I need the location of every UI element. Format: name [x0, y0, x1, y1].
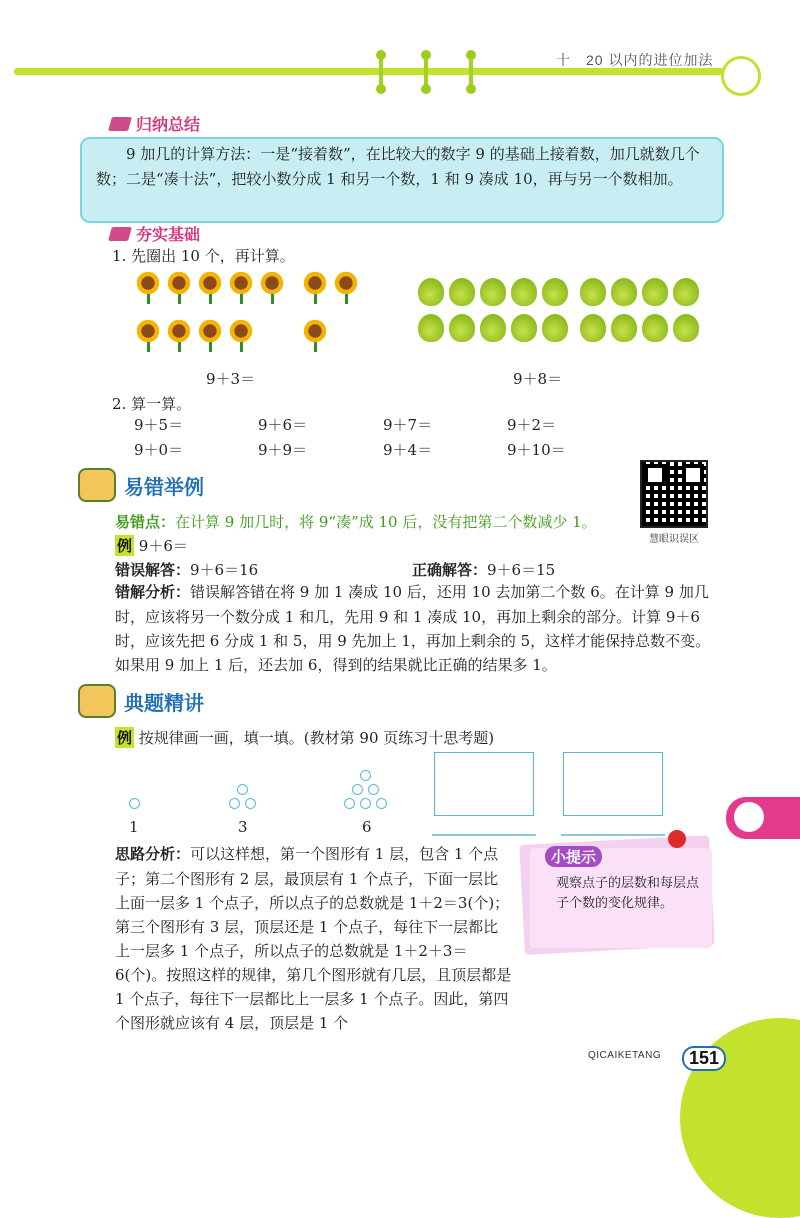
thinking-analysis-top — [115, 842, 513, 1035]
analysis-text: 错误解答错在将 9 加 1 凑成 10 后，还用 10 去加第二个数 6。在计算 9 加几时，应该将另一个数分成 1 和几，先用 9 和 1 凑成 10，再加上剩余的部分。计算 9＋6 时，应该先把 6 分成 1 和 5，用 9 先加上 1，再加上剩余的 5，这样才能保持总数不变。如果用 9 加上 1 后，还去加 6，得到的结果就比正确的结果多 1。 — [115, 583, 711, 674]
tip-text: 观察点子的层数和每层点子个数的变化规律。 — [556, 876, 700, 911]
dot — [360, 798, 371, 809]
flower-icon — [333, 270, 359, 296]
basics-tag-label: 夯实基础 — [136, 227, 201, 244]
binder-pin — [466, 50, 476, 94]
pear-icon — [542, 314, 568, 342]
pear-icon — [480, 278, 506, 306]
dot — [245, 798, 256, 809]
wrong-answer-value: 9＋6＝16 — [190, 561, 259, 579]
dot — [360, 770, 371, 781]
analysis-label: 错解分析： — [115, 584, 191, 601]
mistake-analysis — [115, 580, 721, 677]
mistakes-heading-label: 易错举例 — [124, 476, 204, 499]
question-2: 2. 算一算。 — [112, 395, 192, 413]
panda-icon — [734, 802, 764, 832]
calc-item: 9＋4＝ — [383, 441, 433, 459]
correct-answer-value: 9＋6＝15 — [487, 561, 556, 579]
summary-tag-label: 归纳总结 — [136, 117, 201, 134]
flower-icon — [197, 318, 223, 344]
mistake-point-text: 在计算 9 加几时，将 9“凑”成 10 后，没有把第二个数减少 1。 — [175, 513, 597, 531]
cartoon-icon — [78, 468, 116, 502]
answer-box[interactable] — [563, 752, 663, 816]
flower-group-a — [135, 270, 288, 296]
tip-title: 小提示 — [545, 846, 602, 867]
answer-line[interactable] — [432, 834, 536, 836]
mistake-point-label: 易错点： — [115, 514, 176, 531]
flower-icon — [302, 318, 328, 344]
tag-icon — [108, 117, 132, 131]
calc-item: 9＋0＝ — [134, 441, 184, 459]
answer-box[interactable] — [434, 752, 534, 816]
calc-item: 9＋10＝ — [507, 441, 566, 459]
dot — [344, 798, 355, 809]
flower-icon — [135, 270, 161, 296]
answer-line[interactable] — [561, 834, 665, 836]
pear-icon — [642, 314, 668, 342]
binder-pin — [376, 50, 386, 94]
pear-icon — [673, 278, 699, 306]
flower-icon — [228, 318, 254, 344]
binder-pin — [421, 50, 431, 94]
correct-answer — [412, 559, 555, 580]
pear-icon — [418, 314, 444, 342]
flower-icon — [197, 270, 223, 296]
pear-icon — [611, 314, 637, 342]
pear-icon — [511, 314, 537, 342]
calc-item: 9＋5＝ — [134, 416, 184, 434]
flower-icon — [228, 270, 254, 296]
chapter-title: 十 20 以内的进位加法 — [556, 52, 714, 68]
calc-item: 9＋7＝ — [383, 416, 433, 434]
dot — [376, 798, 387, 809]
pear-icon — [642, 278, 668, 306]
example-tag: 例 — [115, 727, 134, 748]
equation-pears: 9＋8＝ — [513, 370, 563, 388]
qr-label: 慧眼识误区 — [649, 534, 699, 545]
wrong-answer — [115, 559, 258, 580]
dot — [352, 784, 363, 795]
calc-item: 9＋6＝ — [258, 416, 308, 434]
summary-text: 9 加几的计算方法：一是“接着数”，在比较大的数字 9 的基础上接着数，加几就数几个数；二是“凑十法”，把较小数分成 1 和另一个数，1 和 9 凑成 10，再与另一个数相加。 — [96, 145, 700, 188]
mistake-point — [115, 511, 597, 532]
flower-icon — [135, 318, 161, 344]
dot — [129, 798, 140, 809]
flower-group-c — [302, 270, 362, 296]
pear-icon — [542, 278, 568, 306]
pear-group-b — [580, 278, 702, 342]
panda-icon — [721, 56, 761, 96]
typical-heading — [78, 684, 204, 718]
correct-answer-label: 正确解答： — [412, 562, 488, 579]
mistake-example — [115, 535, 188, 556]
pear-icon — [673, 314, 699, 342]
typical-example-text: 按规律画一画，填一填。(教材第 90 页练习十思考题) — [138, 729, 495, 747]
figure-label: 3 — [238, 818, 248, 836]
calc-item: 9＋2＝ — [507, 416, 557, 434]
thinking-label: 思路分析： — [115, 846, 191, 863]
typical-example — [115, 727, 494, 748]
dot — [237, 784, 248, 795]
pear-icon — [449, 278, 475, 306]
dot — [368, 784, 379, 795]
pear-icon — [418, 278, 444, 306]
pear-icon — [480, 314, 506, 342]
mistakes-heading — [78, 468, 204, 502]
figure-label: 6 — [362, 818, 372, 836]
page-number: 151 — [682, 1046, 726, 1071]
pear-icon — [449, 314, 475, 342]
summary-tag — [110, 112, 200, 135]
example-tag: 例 — [115, 535, 134, 556]
tag-icon — [108, 227, 132, 241]
flower-icon — [166, 270, 192, 296]
pear-icon — [611, 278, 637, 306]
brand-label: QICAIKETANG — [588, 1050, 662, 1061]
example-text: 9＋6＝ — [134, 537, 188, 555]
flower-icon — [166, 318, 192, 344]
equation-flowers: 9＋3＝ — [206, 370, 256, 388]
pear-icon — [580, 314, 606, 342]
flower-group-d — [302, 318, 328, 344]
cartoon-icon — [78, 684, 116, 718]
flower-icon — [302, 270, 328, 296]
pear-icon — [511, 278, 537, 306]
wrong-answer-label: 错误解答： — [115, 562, 191, 579]
basics-tag — [110, 222, 200, 245]
calc-item: 9＋9＝ — [258, 441, 308, 459]
pear-group-a — [418, 278, 571, 342]
question-1: 1. 先圈出 10 个，再计算。 — [112, 247, 295, 265]
typical-heading-label: 典题精讲 — [124, 692, 204, 715]
dot — [229, 798, 240, 809]
flower-icon — [259, 270, 285, 296]
pushpin-icon — [668, 830, 686, 848]
pear-icon — [580, 278, 606, 306]
figure-label: 1 — [129, 818, 139, 836]
flower-group-b — [135, 318, 257, 344]
qr-code-icon[interactable] — [640, 460, 708, 528]
thinking-text: 可以这样想，第一个图形有 1 层，包含 1 个点子；第二个图形有 2 层，最顶层有 1 个点子，下面一层比上面一层多 1 个点子，所以点子的总数就是 1＋2＝3(个)；第三个图形有 3 层，顶层还是 1 个点子，每往下一层都比上一层多 1 个点子，所以点子的总数就是 1＋2＋3＝6(个)。按照这样的规律，第几个图形就有几层，且顶层都是 1 个点子，每往下一层都比上一层多 1 个点子。因此，第四个图形就应该有 4 层，顶层是 1 个 — [115, 845, 512, 1032]
